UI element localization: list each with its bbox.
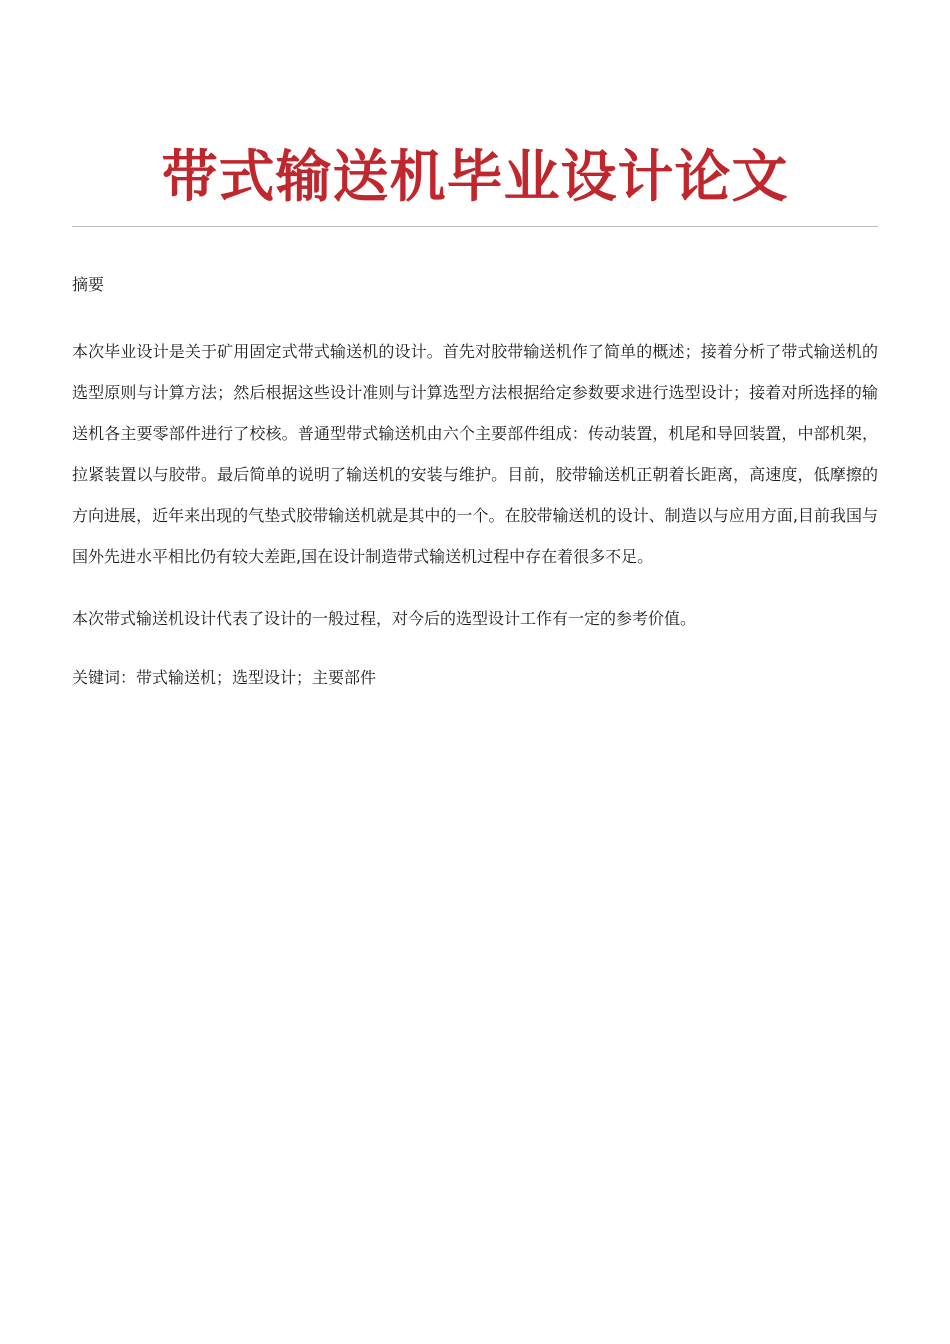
keywords-line: 关键词：带式输送机；选型设计；主要部件 (72, 668, 377, 687)
document-title: 带式输送机毕业设计论文 (161, 145, 789, 210)
title-divider (72, 226, 878, 227)
document-body (72, 270, 878, 698)
abstract-heading: 摘要 (72, 275, 105, 294)
abstract-paragraph-1: 本次毕业设计是关于矿用固定式带式输送机的设计。首先对胶带输送机作了简单的概述；接着分析了带式输送机的选型原则与计算方法；然后根据这些设计准则与计算选型方法根据给定参数要求进行选型设计；接着对所选择的输送机各主要零部件进行了校核。普通型带式输送机由六个主要部件组成：传动装置，机尾和导回装置，中部机架，拉紧装置以与胶带。最后简单的说明了输送机的安装与维护。目前，胶带输送机正朝着长距离，高速度，低摩擦的方向进展，近年来出现的气垫式胶带输送机就是其中的一个。在胶带输送机的设计、制造以与应用方面,目前我国与国外先进水平相比仍有较大差距,国在设计制造带式输送机过程中存在着很多不足。 (72, 342, 878, 566)
abstract-paragraph-2: 本次带式输送机设计代表了设计的一般过程，对今后的选型设计工作有一定的参考价值。 (72, 609, 697, 628)
